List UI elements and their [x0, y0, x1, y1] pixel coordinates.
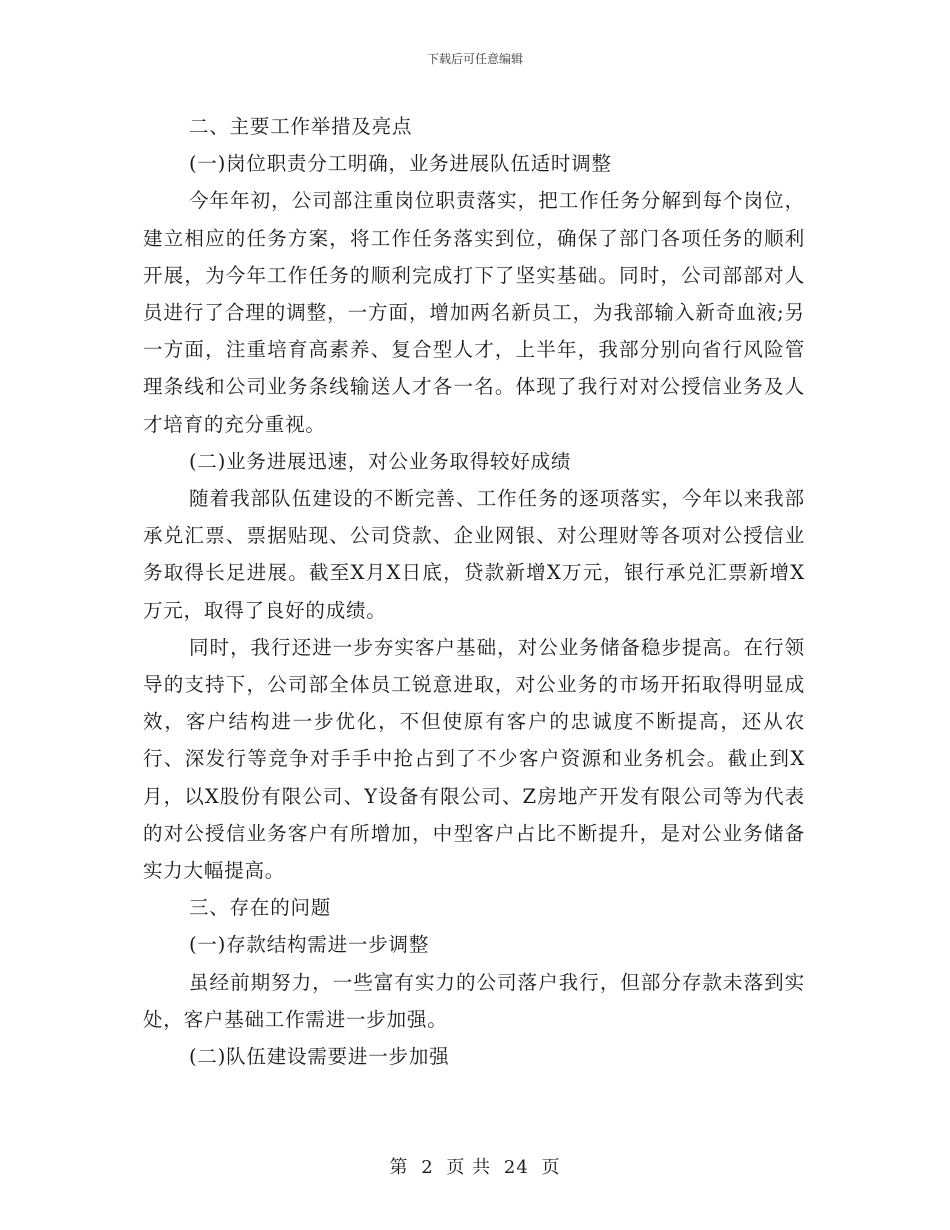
subheading-3-1: (一)存款结构需进一步调整 [189, 933, 430, 957]
section-heading-3: 三、存在的问题 [189, 896, 332, 920]
paragraph-3-1: 虽经前期努力，一些富有实力的公司落户我行，但部分存款未落到实处，客户基础工作需进一步加强。 [143, 970, 805, 1031]
paragraph-2-1: 今年年初，公司部注重岗位职责落实，把工作任务分解到每个岗位，建立相应的任务方案，将工作任务落实到位，确保了部门各项任务的顺利开展，为今年工作任务的顺利完成打下了坚实基础。同时，公司部部对人员进行了合理的调整，一方面，增加两名新员工，为我部输入新奇血液;另一方面，注重培育高素养、复合型人才，上半年，我部分别向省行风险管理条线和公司业务条线输送人才各一名。体现了我行对对公授信业务及人才培育的充分重视。 [143, 189, 805, 436]
page-header-note: 下载后可任意编辑 [426, 52, 523, 66]
footer-current-page: 2 [421, 1157, 434, 1178]
footer-total-pages: 24 [503, 1157, 529, 1178]
footer-label-end: 页 [541, 1157, 561, 1178]
footer-label-page: 第 [389, 1157, 409, 1178]
document-body [143, 108, 805, 1075]
paragraph-2-2b: 同时，我行还进一步夯实客户基础，对公业务储备稳步提高。在行领导的支持下，公司部全体员工锐意进取，对公业务的市场开拓取得明显成效，客户结构进一步优化，不但使原有客户的忠诚度不断提高，还从农行、深发行等竞争对手手中抢占到了不少客户资源和业务机会。截止到X月，以X股份有限公司、Y设备有限公司、Z房地产开发有限公司等为代表的对公授信业务客户有所增加，中型客户占比不断提升，是对公业务储备实力大幅提高。 [143, 635, 805, 883]
subheading-2-1: (一)岗位职责分工明确，业务进展队伍适时调整 [189, 152, 612, 176]
page-footer [0, 1153, 950, 1179]
section-heading-2: 二、主要工作举措及亮点 [189, 115, 413, 138]
footer-label-of: 页 共 [446, 1157, 492, 1178]
subheading-2-2: (二)业务进展迅速，对公业务取得较好成绩 [189, 449, 572, 473]
paragraph-2-2a: 随着我部队伍建设的不断完善、工作任务的逐项落实，今年以来我部承兑汇票、票据贴现、公司贷款、企业网银、对公理财等各项对公授信业务取得长足进展。截至X月X日底，贷款新增X万元，银行承兑汇票新增X万元，取得了良好的成绩。 [143, 487, 805, 622]
subheading-3-2: (二)队伍建设需要进一步加强 [189, 1045, 450, 1069]
